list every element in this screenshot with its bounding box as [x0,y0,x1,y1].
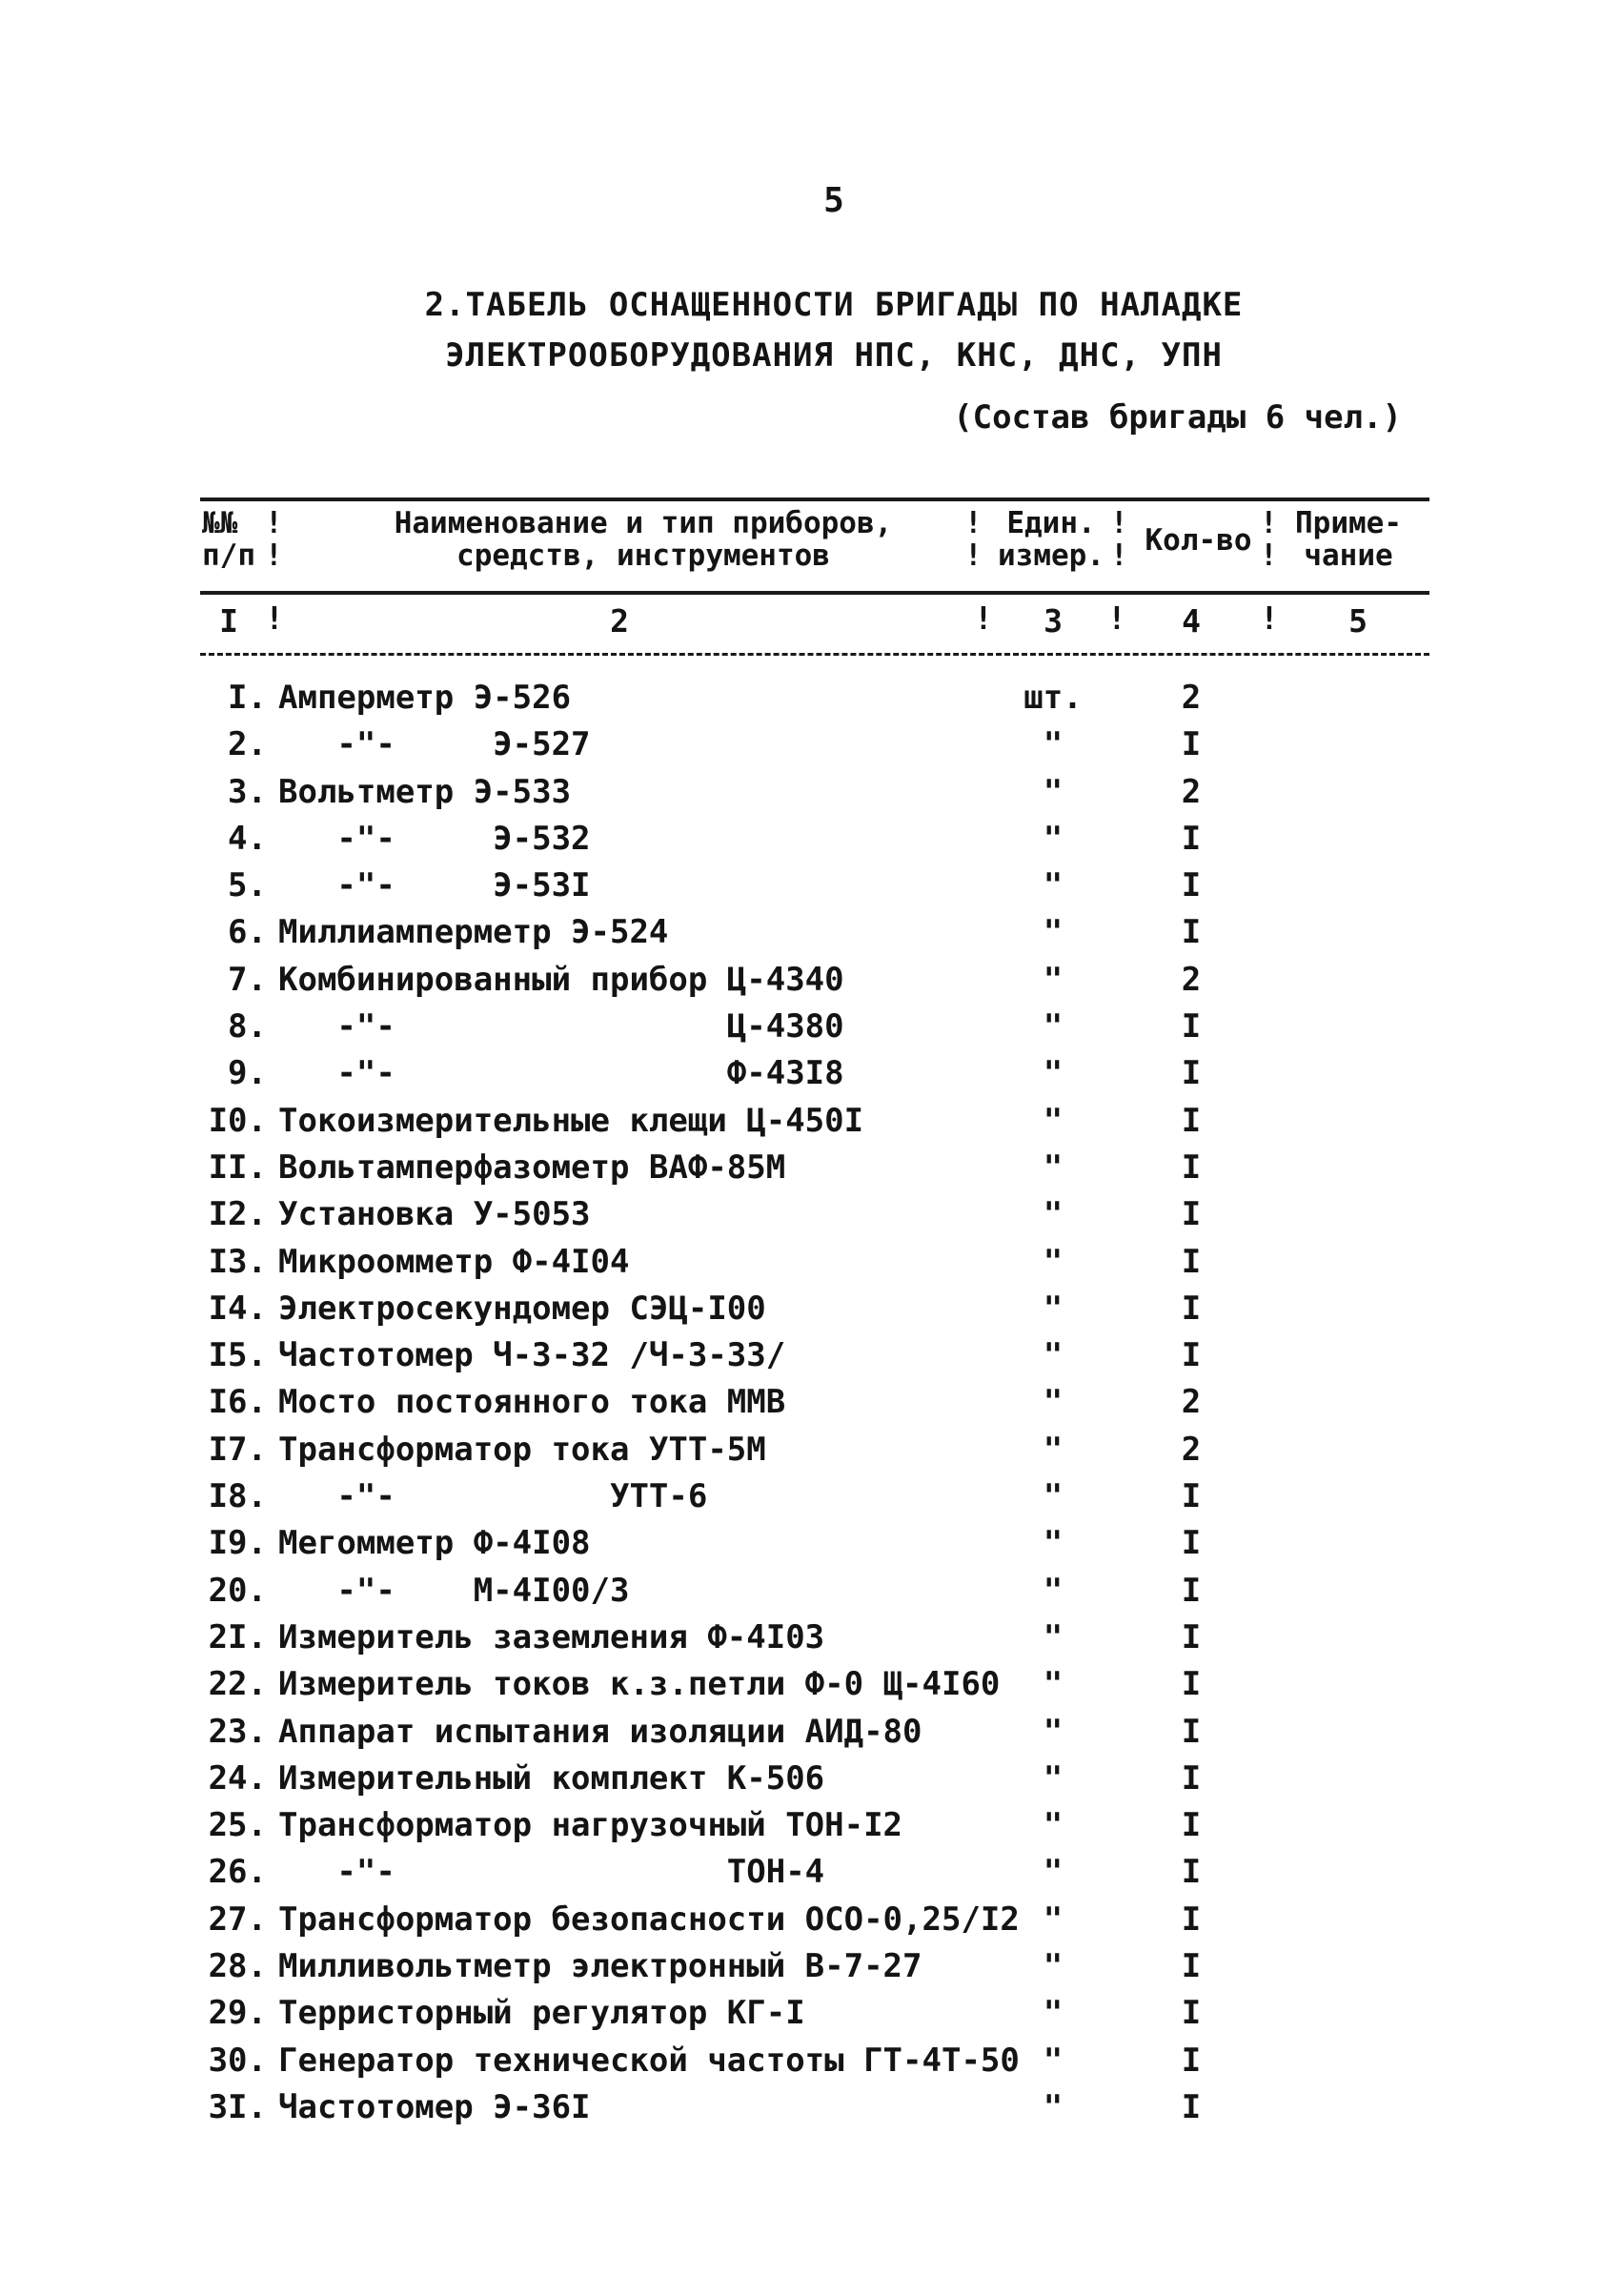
item-quantity: 2 [1181,772,1202,811]
column-number-separator: ! [1260,599,1279,637]
item-unit: " [1043,2041,1064,2080]
table-row [0,1431,1621,1477]
item-unit: " [1043,960,1064,999]
item-name: Установка У-5053 [278,1195,591,1234]
table-row [0,866,1621,913]
item-quantity: I [1181,1336,1202,1375]
item-unit: " [1043,725,1064,764]
item-name: Токоизмерительные клещи Ц-450I [278,1101,864,1140]
header-name-col: Наименование и тип приборов, средств, инструментов [394,506,893,573]
table-row [0,725,1621,772]
item-unit: " [1043,1477,1064,1516]
item-unit: " [1043,1007,1064,1046]
item-name: Вольтметр Э-533 [278,772,572,811]
column-number: 4 [1182,602,1201,640]
item-unit: " [1043,1665,1064,1704]
item-name: Измеритель токов к.з.петли Ф-0 Щ-4I60 [278,1665,1001,1704]
item-unit: " [1043,772,1064,811]
item-quantity: I [1181,913,1202,952]
row-number: I8. [208,1477,267,1516]
row-number: 7. [228,960,267,999]
table-row [0,679,1621,725]
column-number: 3 [1044,602,1063,640]
item-unit: " [1043,1054,1064,1093]
item-name: Генератор технической частоты ГТ-4Т-50 [278,2041,1020,2080]
row-number: I0. [208,1101,267,1140]
table-row [0,1947,1621,1994]
item-name: -"- ТОН-4 [278,1853,825,1892]
table-row [0,961,1621,1007]
table-row [0,1336,1621,1383]
item-unit: " [1043,1712,1064,1751]
item-unit: " [1043,1853,1064,1892]
item-unit: " [1043,1900,1064,1939]
item-quantity: I [1181,1947,1202,1986]
item-quantity: I [1181,866,1202,905]
table-row [0,773,1621,820]
column-number: 5 [1348,602,1368,640]
item-quantity: I [1181,1900,1202,1939]
row-number: I6. [208,1383,267,1422]
page-number: 5 [823,181,844,220]
item-unit: " [1043,1806,1064,1845]
table-row [0,1618,1621,1665]
row-number: I. [228,679,267,717]
item-unit: " [1043,1336,1064,1375]
table-row [0,1007,1621,1054]
item-unit: " [1043,1947,1064,1986]
row-number: 4. [228,819,267,858]
table-row [0,1900,1621,1947]
row-number: I9. [208,1524,267,1563]
item-unit: " [1043,1758,1064,1798]
item-name: Трансформатор нагрузочный ТОН-I2 [278,1806,903,1845]
table-row [0,2088,1621,2135]
row-number: 5. [228,866,267,905]
item-quantity: 2 [1181,1383,1202,1422]
item-quantity: 2 [1181,960,1202,999]
document-title-line-2: ЭЛЕКТРООБОРУДОВАНИЯ НПС, КНС, ДНС, УПН [445,336,1223,375]
item-name: Миллиамперметр Э-524 [278,913,669,952]
row-number: 24. [208,1758,267,1798]
header-separator: ! ! [1110,506,1128,573]
item-name: Терристорный регулятор КГ-I [278,1994,805,2033]
header-separator: ! ! [1260,506,1278,573]
item-quantity: I [1181,2087,1202,2126]
row-number: 9. [228,1054,267,1093]
header-separator: ! ! [265,506,283,573]
item-unit: " [1043,1289,1064,1328]
table-row [0,1524,1621,1571]
item-quantity: 2 [1181,679,1202,717]
table-row [0,1243,1621,1290]
table-row [0,1148,1621,1195]
row-number: I5. [208,1336,267,1375]
item-unit: " [1043,913,1064,952]
item-unit: " [1043,866,1064,905]
column-number-separator: ! [1107,599,1126,637]
table-row [0,1853,1621,1900]
header-bottom-rule [200,591,1429,595]
column-number-separator: ! [265,599,284,637]
item-name: Амперметр Э-526 [278,679,572,717]
item-unit: " [1043,1617,1064,1656]
row-number: 30. [208,2041,267,2080]
table-row [0,820,1621,866]
header-qty-col: Кол-во [1145,523,1252,558]
row-number: 6. [228,913,267,952]
item-quantity: I [1181,1054,1202,1093]
item-name: Микроомметр Ф-4I04 [278,1242,630,1281]
table-row [0,1383,1621,1430]
item-name: Комбинированный прибор Ц-4340 [278,960,844,999]
item-unit: " [1043,819,1064,858]
item-unit: " [1043,1383,1064,1422]
table-row [0,1054,1621,1101]
item-quantity: I [1181,1994,1202,2033]
item-quantity: 2 [1181,1430,1202,1469]
table-row [0,1195,1621,1242]
item-name: -"- Ц-4380 [278,1007,844,1046]
item-unit: " [1043,1195,1064,1234]
item-name: -"- Э-532 [278,819,591,858]
item-name: Вольтамперфазометр ВАФ-85М [278,1148,786,1187]
item-quantity: I [1181,1712,1202,1751]
row-number: I2. [208,1195,267,1234]
item-quantity: I [1181,725,1202,764]
row-number: 26. [208,1853,267,1892]
item-quantity: I [1181,1853,1202,1892]
item-unit: " [1043,1994,1064,2033]
item-name: Мегомметр Ф-4I08 [278,1524,591,1563]
item-unit: шт. [1023,679,1083,717]
item-quantity: I [1181,1195,1202,1234]
table-row [0,1759,1621,1806]
item-quantity: I [1181,1148,1202,1187]
item-quantity: I [1181,1806,1202,1845]
table-row [0,1290,1621,1336]
row-number: 27. [208,1900,267,1939]
row-number: I4. [208,1289,267,1328]
header-separator: ! ! [964,506,983,573]
item-quantity: I [1181,1007,1202,1046]
row-number: 3. [228,772,267,811]
item-name: Трансформатор тока УТТ-5М [278,1430,766,1469]
table-row [0,1102,1621,1148]
row-number: 22. [208,1665,267,1704]
column-number: 2 [610,602,629,640]
header-number-col: №№ п/п [202,506,255,573]
item-name: Аппарат испытания изоляции АИД-80 [278,1712,922,1751]
item-quantity: I [1181,1242,1202,1281]
item-name: Трансформатор безопасности ОСО-0,25/I2 [278,1900,1020,1939]
item-quantity: I [1181,1571,1202,1610]
item-name: Электросекундомер СЭЦ-I00 [278,1289,766,1328]
crew-note: (Состав бригады 6 чел.) [953,398,1402,437]
table-top-rule [200,498,1429,501]
item-name: -"- М-4I00/3 [278,1571,630,1610]
row-number: 20. [208,1571,267,1610]
row-number: 8. [228,1007,267,1046]
column-number-separator: ! [974,599,993,637]
table-row [0,1806,1621,1853]
header-note-col: Приме- чание [1295,506,1402,573]
item-quantity: I [1181,1524,1202,1563]
row-number: II. [208,1148,267,1187]
row-number: 23. [208,1712,267,1751]
item-quantity: I [1181,1477,1202,1516]
row-number: 2I. [208,1617,267,1656]
item-name: -"- УТТ-6 [278,1477,708,1516]
item-name: Милливольтметр электронный В-7-27 [278,1947,922,1986]
table-row [0,1665,1621,1712]
item-unit: " [1043,1430,1064,1469]
item-quantity: I [1181,819,1202,858]
item-name: Частотомер Ч-3-32 /Ч-3-33/ [278,1336,786,1375]
item-unit: " [1043,2087,1064,2126]
column-number: I [219,602,238,640]
item-quantity: I [1181,1617,1202,1656]
document-title-line-1: 2.ТАБЕЛЬ ОСНАЩЕННОСТИ БРИГАДЫ ПО НАЛАДКЕ [424,286,1244,324]
item-quantity: I [1181,1289,1202,1328]
item-name: Измеритель заземления Ф-4I03 [278,1617,825,1656]
item-name: Измерительный комплект К-506 [278,1758,825,1798]
row-number: 28. [208,1947,267,1986]
row-number: 3I. [208,2087,267,2126]
row-number: 25. [208,1806,267,1845]
item-name: Частотомер Э-36I [278,2087,591,2126]
item-unit: " [1043,1242,1064,1281]
item-name: -"- Э-527 [278,725,591,764]
column-numbers-rule [200,653,1429,656]
row-number: I7. [208,1430,267,1469]
item-unit: " [1043,1524,1064,1563]
table-row [0,1994,1621,2041]
table-row [0,1713,1621,1759]
item-quantity: I [1181,2041,1202,2080]
table-row [0,1572,1621,1618]
item-name: -"- Ф-43I8 [278,1054,844,1093]
item-quantity: I [1181,1101,1202,1140]
item-name: Мосто постоянного тока ММВ [278,1383,786,1422]
row-number: 29. [208,1994,267,2033]
item-unit: " [1043,1571,1064,1610]
item-unit: " [1043,1148,1064,1187]
table-row [0,1477,1621,1524]
item-quantity: I [1181,1665,1202,1704]
table-row [0,913,1621,960]
row-number: I3. [208,1242,267,1281]
table-row [0,2042,1621,2088]
equipment-table-body [0,679,1621,2135]
header-unit-col: Един. измер. [998,506,1104,573]
item-unit: " [1043,1101,1064,1140]
row-number: 2. [228,725,267,764]
item-quantity: I [1181,1758,1202,1798]
item-name: -"- Э-53I [278,866,591,905]
